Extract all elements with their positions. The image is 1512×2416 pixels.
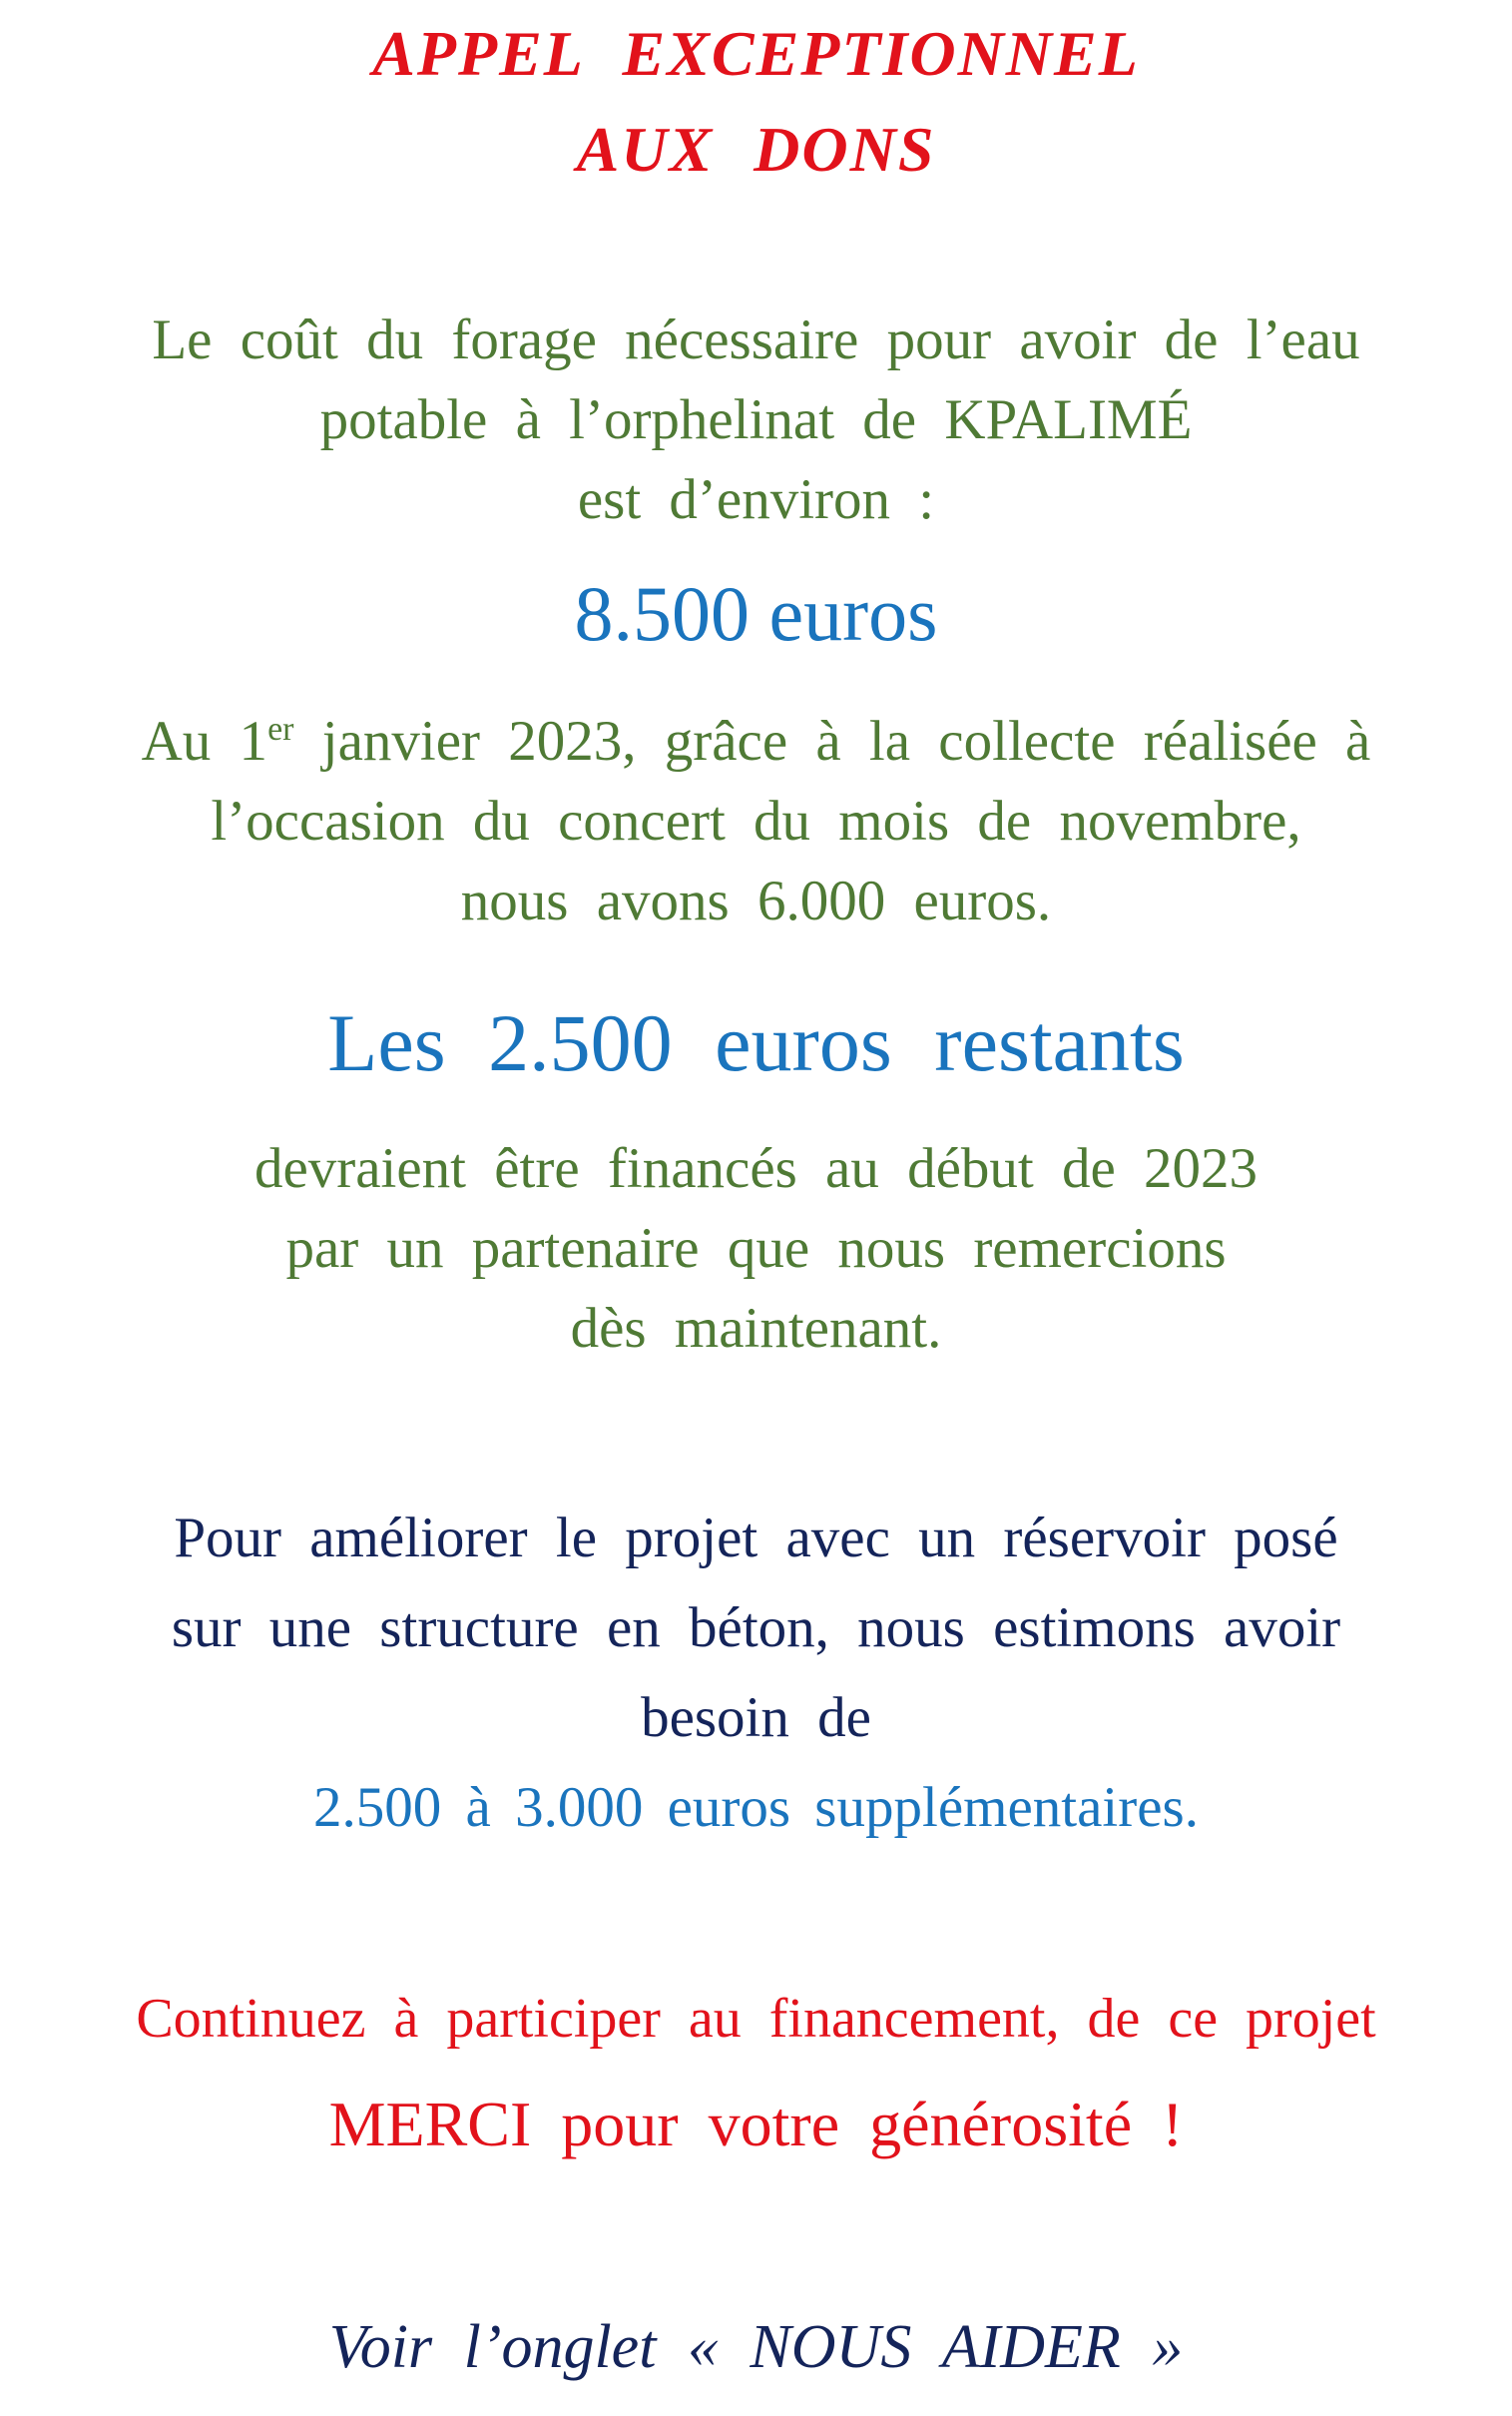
title-line-1: APPEL EXCEPTIONNEL	[372, 18, 1140, 89]
remaining-line-1: devraient être financés au début de 2023	[253, 1137, 1259, 1200]
remaining-line-2: par un partenaire que nous remercions	[285, 1217, 1227, 1280]
remaining-line-3: dès maintenant.	[570, 1297, 942, 1360]
remaining-headline: Les 2.500 euros restants	[327, 997, 1185, 1088]
cost-line-1: Le coût du forage nécessaire pour avoir de l’eau	[152, 308, 1360, 371]
collected-prefix: Au 1	[141, 710, 268, 773]
footer-nous-aider-link[interactable]: Voir l’onglet « NOUS AIDER »	[328, 2313, 1184, 2381]
cost-line-2: potable à l’orphelinat de KPALIMÉ	[319, 388, 1193, 451]
appeal-line: Continuez à participer au financement, de ce projet	[136, 1988, 1376, 2050]
improve-line-2: sur une structure en béton, nous estimons avoir	[171, 1596, 1341, 1659]
cost-amount: 8.500 euros	[574, 570, 938, 657]
improve-line-1: Pour améliorer le projet avec un réservoir posé	[174, 1507, 1338, 1569]
title-line-2: AUX DONS	[576, 114, 936, 185]
cost-line-3: est d’environ :	[577, 468, 935, 531]
improve-line-3: besoin de	[641, 1686, 871, 1749]
collected-line-2: l’occasion du concert du mois de novembre,	[211, 790, 1301, 853]
improve-amount: 2.500 à 3.000 euros supplémentaires.	[313, 1776, 1199, 1839]
collected-line-1	[0, 710, 1512, 773]
collected-ordinal-suffix: er	[267, 711, 294, 748]
collected-line-3: nous avons 6.000 euros.	[460, 870, 1052, 932]
thanks-line: MERCI pour votre générosité !	[328, 2089, 1184, 2159]
collected-line-1-rest: janvier 2023, grâce à la collecte réalisée à	[293, 710, 1371, 773]
